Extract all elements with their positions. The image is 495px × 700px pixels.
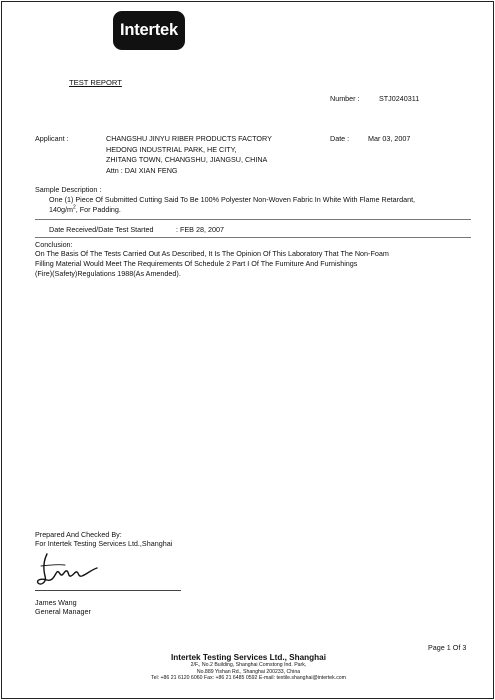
- applicant-label: Applicant :: [35, 134, 69, 143]
- number-label: Number :: [330, 94, 360, 103]
- conclusion-label: Conclusion:: [35, 240, 73, 249]
- received-value: : FEB 28, 2007: [176, 225, 224, 234]
- applicant-line-2: HEDONG INDUSTRIAL PARK, HE CITY,: [106, 144, 237, 154]
- sample-weight-exponent: 2: [72, 204, 76, 211]
- sample-weight: 140g/m: [49, 205, 73, 214]
- date-value: Mar 03, 2007: [368, 134, 411, 143]
- divider-bottom: [35, 237, 471, 238]
- handwritten-signature: [35, 550, 105, 590]
- footer-company: Intertek Testing Services Ltd., Shanghai: [171, 653, 326, 662]
- applicant-line-3: ZHITANG TOWN, CHANGSHU, JIANGSU, CHINA: [106, 155, 268, 164]
- conclusion-line-3: (Fire)(Safety)Regulations 1988(As Amended).: [35, 269, 181, 278]
- received-label: Date Received/Date Test Started: [49, 225, 154, 234]
- applicant-line-1: CHANGSHU JINYU RIBER PRODUCTS FACTORY: [106, 134, 272, 143]
- sample-line-2: [49, 205, 121, 214]
- signer-role: General Manager: [35, 607, 91, 616]
- report-title: TEST REPORT: [69, 78, 122, 87]
- date-label: Date :: [330, 134, 350, 143]
- footer-contact: Tel: +86 21 6120 6060 Fax: +86 21 6485 0592 E-mail: textile.shanghai@intertek.com: [150, 675, 347, 681]
- conclusion-line-2: Filling Material Would Meet The Requirements Of Schedule 2 Part I Of The Furniture And Furnishings: [35, 259, 358, 268]
- footer-address-2: No.889 Yishan Rd., Shanghai 200233, China: [196, 668, 301, 675]
- prepared-by-label: Prepared And Checked By:: [35, 530, 122, 539]
- page-number: Page 1 Of 3: [428, 643, 467, 652]
- signature-line: [35, 590, 181, 591]
- divider-top: [35, 219, 471, 220]
- sample-use: , For Padding.: [75, 205, 121, 214]
- logo-text: Intertek: [119, 21, 178, 39]
- report-page: [1, 1, 494, 699]
- intertek-logo: [113, 11, 185, 50]
- sample-line-1: One (1) Piece Of Submitted Cutting Said To Be 100% Polyester Non-Woven Fabric In White With Flame Retardant,: [49, 195, 416, 204]
- signoff-company: For Intertek Testing Services Ltd.,Shanghai: [35, 539, 173, 548]
- conclusion-line-1: On The Basis Of The Tests Carried Out As Described, It Is The Opinion Of This Laboratory That The Non-Foam: [35, 249, 389, 258]
- footer-address-1: 2/F., No.2 Building, Shanghai Comstong Ind. Park,: [190, 662, 307, 668]
- sample-label: Sample Description :: [35, 185, 102, 194]
- number-value: STJ0240311: [379, 94, 420, 103]
- signer-name: James Wang: [35, 598, 77, 607]
- attn-line: Attn : DAI XIAN FENG: [106, 165, 178, 175]
